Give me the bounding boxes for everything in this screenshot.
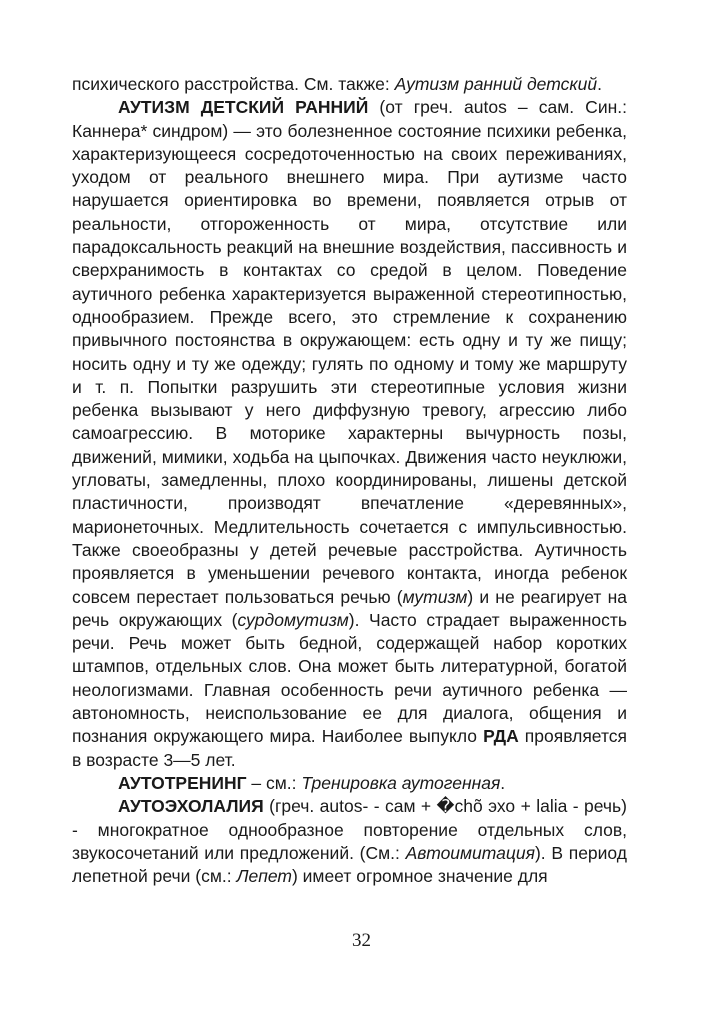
body-text bbox=[72, 73, 627, 888]
text-run: ) имеет огромное значение для bbox=[291, 866, 548, 887]
term-heading: АУТОТРЕНИНГ bbox=[118, 772, 247, 793]
cross-reference: мутизм bbox=[402, 586, 468, 607]
text-run: ) и не реагирует на речь окружающих ( bbox=[72, 586, 627, 630]
text-run: . bbox=[500, 772, 506, 793]
entry-autoekholaliya bbox=[72, 795, 627, 888]
term-heading: РДА bbox=[483, 726, 519, 747]
cross-reference: Лепет bbox=[236, 866, 292, 887]
text-run: проявляется в возрасте 3—5 лет. bbox=[72, 726, 628, 770]
text-run: (от греч. autos – сам. Син.: Каннера* синдром) — это болезненное состояние психики ребенка, характеризующееся сосредоточенностью на своих переживаниях, уходом от реального внешнего мира. При аутизме часто нарушается ориентировка во времени, появляется отрыв от реальности, отгороженность от мира, отсутствие или парадоксальность реакций на внешние воздействия, пассивность и сверхранимость в контактах со средой в целом. Поведение аутичного ребенка характеризуется выраженной стереотипностью, однообразием. Прежде всего, это стремление к сохранению привычного постоянства в окружающем: есть одну и ту же пищу; носить одну и ту же одежду; гулять по одному и тому же маршруту и т. п. Попытки разрушить эти стереотипные условия жизни ребенка вызывают у него диффузную тревогу, агрессию либо самоагрессию. В моторике характерны вычурность позы, движений, мимики, ходьба на цыпочках. Движения часто неуклюжи, угловаты, замедленны, плохо координированы, лишены детской пластичности, производят впечатление «деревянных», марионеточных. Медлительность сочетается с импульсивностью. Также своеобразны у детей речевые расстройства. Аутичность проявляется в уменьшении речевого контакта, иногда ребенок совсем перестает пользоваться речью ( bbox=[72, 97, 627, 607]
text-run: . bbox=[597, 74, 602, 94]
entry-autizm-detskiy-ranniy bbox=[72, 96, 627, 772]
text-run: – см.: bbox=[246, 772, 302, 793]
text-run: ). Часто страдает выраженность речи. Речь может быть бедной, содержащей набор коротких штампов, отдельных слов. Она может быть литературной, богатой неологизмами. Главная особенность речи аутичного ребенка — автономность, неиспользование ее для диалога, общения и познания окружающего мира. Наиболее выпукло bbox=[72, 609, 627, 747]
cross-reference: Автоимитация bbox=[405, 842, 535, 863]
term-heading: АУТОЭХОЛАЛИЯ bbox=[118, 796, 264, 817]
page-number: 32 bbox=[352, 930, 371, 951]
cross-reference: сурдомутизм bbox=[237, 609, 349, 630]
continuation-paragraph bbox=[72, 73, 627, 96]
text-run: (греч. autos- - сам + �chõ эхо + lalia - речь) - многократное однообразное повторение отдельных слов, звукосочетаний или предложений. (См.: bbox=[72, 796, 627, 863]
text-run: ). В период лепетной речи (см.: bbox=[72, 842, 627, 887]
entry-autotrening bbox=[72, 772, 627, 795]
text-run: психического расстройства. См. также: bbox=[72, 74, 395, 94]
cross-reference: Аутизм ранний детский bbox=[394, 74, 598, 94]
term-heading: АУТИЗМ ДЕТСКИЙ РАННИЙ bbox=[118, 97, 369, 118]
cross-reference: Тренировка аутогенная bbox=[301, 772, 501, 793]
